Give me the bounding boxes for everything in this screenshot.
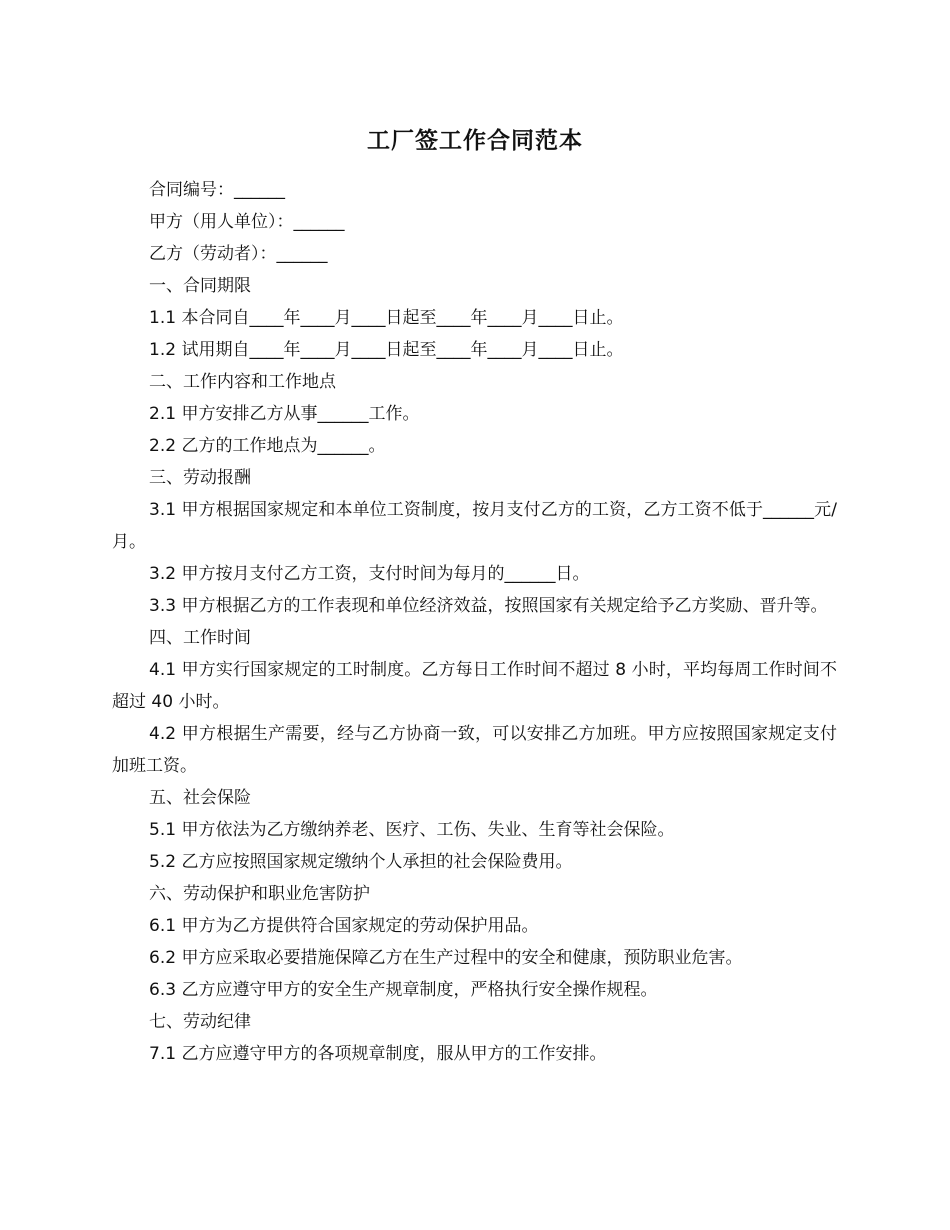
clause-3-2: 3.2 甲方按月支付乙方工资，支付时间为每月的______日。 [149, 564, 590, 584]
section-heading-pay: 三、劳动报酬 [149, 468, 251, 488]
clause-5-2: 5.2 乙方应按照国家规定缴纳个人承担的社会保险费用。 [149, 852, 573, 872]
party-b-line: 乙方（劳动者）：______ [149, 244, 328, 264]
contract-number-line: 合同编号：______ [149, 180, 285, 200]
clause-6-1: 6.1 甲方为乙方提供符合国家规定的劳动保护用品。 [149, 916, 539, 936]
clause-4-2: 4.2 甲方根据生产需要，经与乙方协商一致，可以安排乙方加班。甲方应按照国家规定支付加班工资。 [112, 724, 837, 776]
clause-6-2: 6.2 甲方应采取必要措施保障乙方在生产过程中的安全和健康，预防职业危害。 [149, 948, 743, 968]
section-heading-term: 一、合同期限 [149, 276, 251, 296]
party-a-line: 甲方（用人单位）：______ [149, 212, 345, 232]
section-heading-insurance: 五、社会保险 [149, 788, 251, 808]
document-body [112, 174, 837, 1070]
section-heading-work-content: 二、工作内容和工作地点 [149, 372, 336, 392]
clause-3-1: 3.1 甲方根据国家规定和本单位工资制度，按月支付乙方的工资，乙方工资不低于______元/月。 [112, 500, 837, 552]
document-title: 工厂签工作合同范本 [367, 128, 583, 154]
clause-7-1: 7.1 乙方应遵守甲方的各项规章制度，服从甲方的工作安排。 [149, 1044, 607, 1064]
clause-4-1: 4.1 甲方实行国家规定的工时制度。乙方每日工作时间不超过 8 小时，平均每周工作时间不超过 40 小时。 [112, 660, 837, 712]
clause-6-3: 6.3 乙方应遵守甲方的安全生产规章制度，严格执行安全操作规程。 [149, 980, 658, 1000]
clause-1-1: 1.1 本合同自____年____月____日起至____年____月____日止。 [149, 308, 624, 328]
section-heading-hours: 四、工作时间 [149, 628, 251, 648]
clause-2-1: 2.1 甲方安排乙方从事______工作。 [149, 404, 420, 424]
clause-5-1: 5.1 甲方依法为乙方缴纳养老、医疗、工伤、失业、生育等社会保险。 [149, 820, 675, 840]
section-heading-protection: 六、劳动保护和职业危害防护 [149, 884, 370, 904]
section-heading-discipline: 七、劳动纪律 [149, 1012, 251, 1032]
clause-1-2: 1.2 试用期自____年____月____日起至____年____月____日止。 [149, 340, 624, 360]
clause-2-2: 2.2 乙方的工作地点为______。 [149, 436, 386, 456]
clause-3-3: 3.3 甲方根据乙方的工作表现和单位经济效益，按照国家有关规定给予乙方奖励、晋升等。 [149, 596, 828, 616]
